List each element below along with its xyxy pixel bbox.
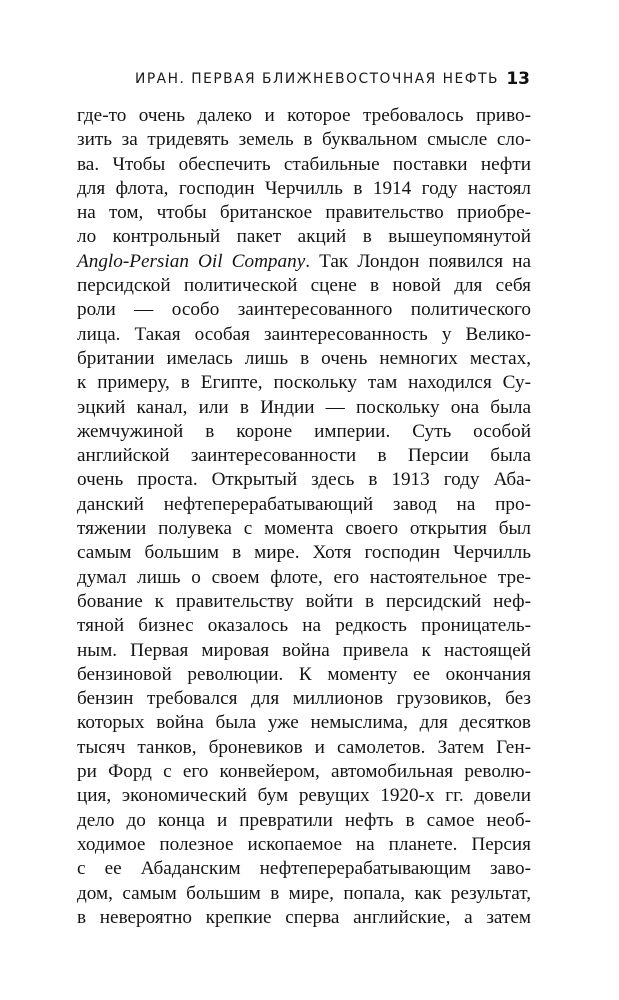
text-line: ло контрольный пакет акций в вышеупомянутой (77, 226, 531, 248)
text-line: жемчужиной в короне империи. Суть особой (77, 420, 531, 442)
text-line: которых война была уже немыслима, для десятков (77, 712, 531, 734)
text-line: ва. Чтобы обеспечить стабильные поставки нефти (77, 153, 531, 175)
text-line: тяной бизнес оказалось на редкость проницатель- (77, 615, 531, 637)
text-line (77, 250, 531, 274)
text-line: для флота, господин Черчилль в 1914 году настоял (77, 177, 531, 199)
text-line: к примеру, в Египте, поскольку там находился Су- (77, 372, 531, 394)
text-line: самым большим в мире. Хотя господин Черчилль (77, 542, 531, 564)
text-line: ным. Первая мировая война привела к настоящей (77, 639, 531, 661)
page-number: 13 (506, 69, 530, 89)
text-line-rest: . Так Лондон появился на (305, 250, 531, 272)
text-line: ция, экономический бум ревущих 1920-х гг. довели (77, 785, 531, 807)
text-line: бензин требовался для миллионов грузовиков, без (77, 688, 531, 710)
text-line: бензиновой революции. К моменту ее окончания (77, 663, 531, 685)
text-line: ходимое полезное ископаемое на планете. Персия (77, 833, 531, 855)
text-line: зить за тридевять земель в буквальном смысле сло- (77, 129, 531, 151)
text-line: лица. Такая особая заинтересованность у Велико- (77, 323, 531, 345)
text-line: британии имелась лишь в очень немногих местах, (77, 347, 531, 369)
text-line: в невероятно крепкие сперва английские, а затем (77, 906, 531, 928)
text-line: тяжении полувека с момента своего открытия был (77, 518, 531, 540)
text-line: данский нефтеперерабатывающий завод на про- (77, 493, 531, 515)
company-name: Anglo-Persian Oil Company (77, 250, 306, 272)
text-line: тысяч танков, броневиков и самолетов. Затем Ген- (77, 736, 531, 758)
text-line: персидской политической сцене в новой для себя (77, 275, 531, 297)
text-line: очень проста. Открытый здесь в 1913 году Аба- (77, 469, 531, 491)
text-line: с ее Абаданским нефтеперерабатывающим заво- (77, 858, 531, 880)
text-line: эцкий канал, или в Индии — поскольку она была (77, 396, 531, 418)
text-line: бование к правительству войти в персидский неф- (77, 590, 531, 612)
text-line: английской заинтересованности в Персии была (77, 445, 531, 467)
text-line: роли — особо заинтересованного политического (77, 299, 531, 321)
text-line: на том, чтобы британское правительство приобре- (77, 202, 531, 224)
text-line: ри Форд с его конвейером, автомобильная револю- (77, 761, 531, 783)
text-line: дом, самым большим в мире, попала, как результат, (77, 882, 531, 904)
text-line: дело до конца и превратили нефть в самое необ- (77, 809, 531, 831)
body-text (77, 104, 531, 930)
text-line: думал лишь о своем флоте, его настоятельное тре- (77, 566, 531, 588)
chapter-title: ИРАН. ПЕРВАЯ БЛИЖНЕВОСТОЧНАЯ НЕФТЬ (135, 71, 499, 87)
running-header (135, 69, 530, 93)
text-line: где-то очень далеко и которое требовалось приво- (77, 105, 531, 126)
